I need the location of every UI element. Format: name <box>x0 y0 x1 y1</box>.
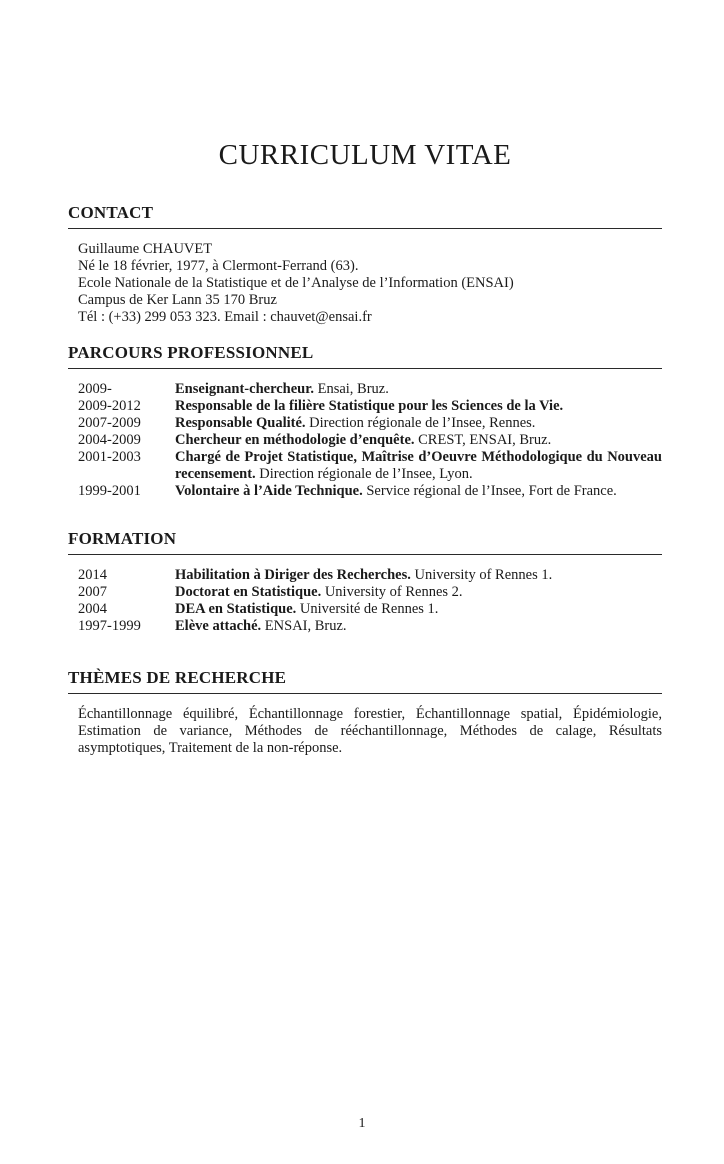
formation-heading: FORMATION <box>68 529 177 548</box>
entry-dates: 1999-2001 <box>78 483 141 499</box>
cv-page <box>0 140 724 1164</box>
section-formation <box>68 530 662 635</box>
section-rule <box>68 554 662 555</box>
education-row <box>78 584 662 601</box>
experience-row <box>78 483 662 500</box>
entry-degree: Doctorat en Statistique. <box>175 584 322 600</box>
parcours-table <box>68 381 662 500</box>
formation-table <box>68 567 662 635</box>
entry-description <box>175 415 662 432</box>
entry-dates: 2009- <box>78 381 112 397</box>
experience-row <box>78 381 662 398</box>
entry-description <box>175 483 662 500</box>
entry-dates: 2001-2003 <box>78 449 141 465</box>
contact-birth-line: Né le 18 février, 1977, à Clermont-Ferrand (63). <box>78 258 359 274</box>
contact-block <box>68 241 662 326</box>
entry-degree: DEA en Statistique. <box>175 601 297 617</box>
entry-dates: 2014 <box>78 567 107 583</box>
parcours-heading: PARCOURS PROFESSIONNEL <box>68 343 314 362</box>
entry-role: Enseignant-chercheur. <box>175 381 314 397</box>
entry-description <box>175 584 662 601</box>
contact-institution-line: Ecole Nationale de la Statistique et de l’Analyse de l’Information (ENSAI) <box>78 275 514 291</box>
section-themes-de-recherche <box>68 669 662 757</box>
contact-phone-email-line: Tél : (+33) 299 053 323. Email : chauvet@ensai.fr <box>78 309 372 325</box>
contact-heading: CONTACT <box>68 203 154 222</box>
entry-dates: 2009-2012 <box>78 398 141 414</box>
entry-description <box>175 618 662 635</box>
entry-role: Responsable Qualité. <box>175 415 306 431</box>
entry-role: Volontaire à l’Aide Technique. <box>175 483 363 499</box>
entry-detail: Université de Rennes 1. <box>296 601 439 617</box>
experience-row <box>78 415 662 432</box>
document-title: CURRICULUM VITAE <box>218 139 512 171</box>
education-row <box>78 601 662 618</box>
section-parcours-professionnel <box>68 344 662 500</box>
entry-description <box>175 381 662 398</box>
section-contact <box>68 204 662 326</box>
section-rule <box>68 693 662 694</box>
entry-description <box>175 449 662 483</box>
contact-name-line: Guillaume CHAUVET <box>78 241 213 257</box>
contact-address-line: Campus de Ker Lann 35 170 Bruz <box>78 292 277 308</box>
entry-description <box>175 567 662 584</box>
themes-paragraph: Échantillonnage équilibré, Échantillonnage forestier, Échantillonnage spatial, Épidémiologie, Estimation de variance, Méthodes de rééchantillonnage, Méthodes de calage, Résultats asymptotiques, Traitement de la non-réponse. <box>78 706 662 756</box>
education-row <box>78 567 662 584</box>
entry-detail: Direction régionale de l’Insee, Rennes. <box>305 415 536 431</box>
entry-detail: University of Rennes 1. <box>410 567 553 583</box>
entry-role: Chargé de Projet Statistique, Maîtrise d’Oeuvre Méthodologique du Nouveau recensement. <box>175 449 662 482</box>
entry-degree: Habilitation à Diriger des Recherches. <box>175 567 411 583</box>
section-rule <box>68 228 662 229</box>
section-rule <box>68 368 662 369</box>
experience-row <box>78 398 662 415</box>
entry-detail: Service régional de l’Insee, Fort de France. <box>362 483 617 499</box>
education-row <box>78 618 662 635</box>
entry-description <box>175 398 662 415</box>
entry-detail: CREST, ENSAI, Bruz. <box>414 432 552 448</box>
entry-description <box>175 432 662 449</box>
entry-degree: Elève attaché. <box>175 618 262 634</box>
experience-row <box>78 449 662 483</box>
entry-role: Chercheur en méthodologie d’enquête. <box>175 432 415 448</box>
entry-description <box>175 601 662 618</box>
page-number: 1 <box>358 1116 366 1131</box>
experience-row <box>78 432 662 449</box>
entry-dates: 2004 <box>78 601 107 617</box>
entry-detail: University of Rennes 2. <box>321 584 463 600</box>
themes-heading: THÈMES DE RECHERCHE <box>68 668 287 687</box>
entry-dates: 1997-1999 <box>78 618 141 634</box>
entry-detail: Direction régionale de l’Insee, Lyon. <box>255 466 473 482</box>
entry-detail: ENSAI, Bruz. <box>261 618 347 634</box>
entry-dates: 2007 <box>78 584 107 600</box>
entry-dates: 2004-2009 <box>78 432 141 448</box>
entry-dates: 2007-2009 <box>78 415 141 431</box>
entry-detail: Ensai, Bruz. <box>313 381 389 397</box>
entry-role: Responsable de la filière Statistique pour les Sciences de la Vie. <box>175 398 564 414</box>
